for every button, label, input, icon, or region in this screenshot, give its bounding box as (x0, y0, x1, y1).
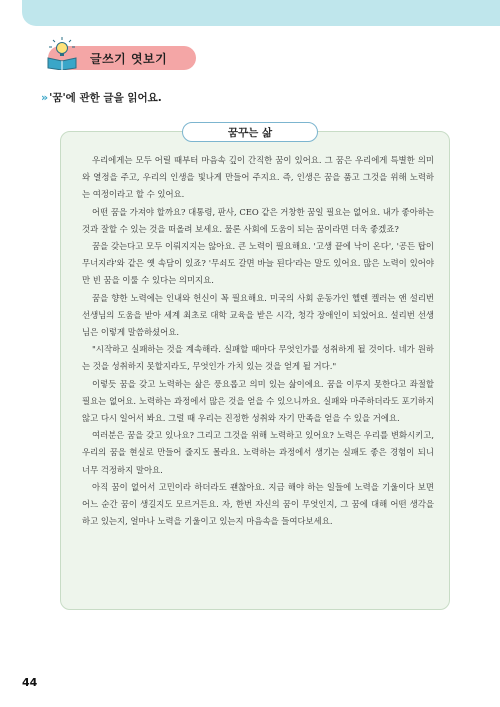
card-title: 꿈꾸는 삶 (182, 122, 318, 142)
section-tab (48, 46, 196, 70)
paragraph: 우리에게는 모두 어릴 때부터 마음속 깊이 간직한 꿈이 있어요. 그 꿈은 우리에게 특별한 의미와 열정을 주고, 우리의 인생을 빛나게 만들어 주지요. 즉, 인생은 꿈을 품고 그것을 위해 노력하는 여정이라고 할 수 있어요. (82, 155, 434, 200)
double-chevron-icon: » (41, 91, 46, 104)
reading-passage (82, 152, 434, 530)
book-lightbulb-icon (44, 36, 80, 70)
paragraph: 꿈을 갖는다고 모두 이뤄지지는 않아요. 큰 노력이 필요해요. '고생 끝에 낙이 온다', '공든 탑이 무너지랴'와 같은 옛 속담이 있죠? '무쇠도 갈면 바늘 된다'라는 말도 있어요. 많은 노력이 있어야만 빈 꿈을 이룰 수 있다는 의미지요. (82, 241, 434, 286)
section-title: 글쓰기 엿보기 (90, 51, 168, 66)
instruction-text: '꿈'에 관한 글을 읽어요. (49, 92, 162, 104)
paragraph: 어떤 꿈을 가져야 할까요? 대통령, 판사, CEO 같은 거창한 꿈일 필요는 없어요. 내가 좋아하는 것과 잘할 수 있는 것을 떠올려 보세요. 물론 사회에 도움이 되는 꿈이라면 더욱 좋겠죠? (82, 206, 434, 234)
instruction (41, 90, 162, 105)
top-header-band (22, 0, 500, 26)
page-number: 44 (22, 676, 38, 689)
paragraph: 아직 꿈이 없어서 고민이라 하더라도 괜찮아요. 지금 해야 하는 일들에 노력을 기울이다 보면 어느 순간 꿈이 생길지도 모르거든요. 자, 한번 자신의 꿈이 무엇인지, 그 꿈에 대해 어떤 생각을 하고 있는지, 얼마나 노력을 기울이고 있는지 마음속을 들여다보세요. (82, 481, 434, 527)
paragraph: 이렇듯 꿈을 갖고 노력하는 삶은 풍요롭고 의미 있는 삶이에요. 꿈을 이루지 못한다고 좌절할 필요는 없어요. 노력하는 과정에서 많은 것을 얻을 수 있으니까요. 실패와 마주하더라도 포기하지 않고 다시 일어서 봐요. 그럴 때 우리는 진정한 성취와 자기 만족을 얻을 수 있을 거에요. (82, 378, 434, 424)
paragraph: 여러분은 꿈을 갖고 있나요? 그리고 그것을 위해 노력하고 있어요? 노력은 우리를 변화시키고, 우리의 꿈을 현실로 만들어 줄지도 몰라요. 노력하는 과정에서 생기는 실패도 좋은 경험이 되니 너무 걱정하지 말아요. (82, 430, 434, 475)
paragraph: 꿈을 향한 노력에는 인내와 헌신이 꼭 필요해요. 미국의 사회 운동가인 헬렌 켈러는 앤 설리번 선생님의 도움을 받아 세계 최초로 대학 교육을 받은 시각, 청각 장애인이 되었어요. 설리번 선생님은 이렇게 말씀하셨어요. (82, 292, 434, 338)
quote-paragraph: "시작하고 실패하는 것을 계속해라. 실패할 때마다 무엇인가를 성취하게 될 것이다. 네가 원하는 것을 성취하지 못할지라도, 무엇인가 가치 있는 것을 얻게 될 거다." (82, 344, 434, 372)
